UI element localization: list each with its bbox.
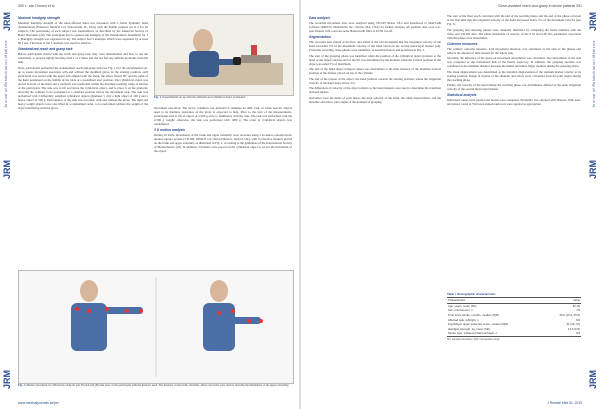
table-cell: Age, years, mean (SD) — [448, 303, 477, 308]
left-jrm-label-top: JRM — [2, 12, 12, 32]
right-running-head: Glove-assisted reach-and-grasp in stroke patients 391 — [497, 4, 582, 8]
table-row — [447, 331, 581, 336]
figure-2-illustration — [19, 271, 293, 383]
table-cell: 62 (9) — [572, 303, 580, 308]
table-cell: 9/3 — [576, 331, 580, 336]
right-column-1 — [309, 14, 441, 394]
paragraph: The trunk displacement was determined as the maximal displacement of the sternum marker relative to its starting position. Range of motion of the shoulder and elbow were calculated from the joint angles during the reaching phase. — [447, 69, 581, 82]
table-note: SD: standard deviation; IQR: interquartile range. — [447, 337, 501, 341]
paragraph: movement execution. The heavy condition was included to simulate an ADL task, as when heavier objects need to be handled, assistance of the glove is expected to help. Prior to the start of the measurements, participants had to lift an object of 2,500 g once to familiarize with the task. The task was performed with the 2,500 g weight; otherwise, the task was performed with 1000 g. The order of cylindrical objects was randomized. — [154, 106, 292, 127]
section-heading: Outcome measures — [447, 41, 478, 46]
paragraph: The start of the final reach coincided with the end of the reaching phase and the end of the phase occurred at the first time that the tangential velocity of the hand decreased below 5% of the maximum velocity (see Fig. 3). — [447, 14, 581, 27]
paragraph: Secondly, the influence of the glove on movement smoothness was calculated. The smoothness of the task was computed as the normalized jerk of the hand's trajectory. In addition, the grasping aperture was calculated as the maximal distance between the thumb and index finger markers during the grasping phase. — [447, 56, 581, 69]
right-sidebar — [587, 0, 600, 409]
figure-1-label: Fig. 1. — [154, 95, 162, 99]
right-jrm-label-bottom: JRM — [588, 370, 598, 390]
right-jrm-label-top: JRM — [588, 12, 598, 32]
left-sidebar — [0, 0, 13, 409]
paragraph: Outcomes were the times of each phase, the peak velocity of the hand, the trunk displacement, and the shoulder and elbow joint angles at the moment of grasping. — [309, 95, 441, 104]
paragraph: Before participants started with the reach and grasp task, they were instrumented and how to use the sensibality, to prepare lightly and they tried 1 or 2 times and did not feel any definite problems with this task. — [18, 52, 148, 65]
table-cell: Fugl-Meyer upper extremity score, median (IQR) — [448, 322, 509, 327]
section-heading: Statistical analysis — [447, 93, 477, 98]
table-cell: Handgrip strength, kg, mean (SD) — [448, 326, 490, 331]
figure-2-marker-placement — [18, 270, 294, 384]
section-heading: Maximal handgrip strength — [18, 16, 61, 20]
table-cell: Time since stroke, months, median (IQR) — [448, 313, 499, 318]
table-title: Table I. Demographic characteristics — [447, 292, 496, 296]
table-cell: Affected side, left/right, n — [448, 317, 479, 322]
paragraph: The end of the hand-object transport phase was determined at the time instance of the maximal vertical position of the marker placed on top of the cylinder. — [309, 67, 441, 76]
table-grid — [447, 297, 581, 337]
left-running-head: 390 L. van Drunen et al. — [18, 4, 56, 8]
table-header-cell: Characteristic — [448, 298, 466, 303]
table-cell: 41 (32–47) — [566, 322, 580, 327]
table-header-cell: Value — [573, 298, 580, 303]
figure-1-photo — [154, 14, 294, 96]
table-cell: Stroke type, ischaemic/haemorrhagic, n — [448, 331, 498, 336]
paragraph: Next, participants performed the standardized reach-and-grasp task (see Fig. 1) for the experimental set-up to assess movement execution with and without the modified glove. In the starting position, each participant was seated with the upper arm aligned with the trunk, the elbow flexed 90° and the palm of the hand positioned on the middle of the table at a predefined start position. The cylindrical object was placed in front of the hand and a platform was positioned within the maximal reaching range of motion of the participant. The task was to lift and move the cylindrical object, and to place it on the platform, allowing the cylinder to be positioned at a standard position before the movement task. The task was performed with 2 differently weighted cylindrical objects (diameter 5 cm): a light object of 100 g and a heavy object of 500 g. Performance of the task was recorded, with and without the glove. The light and heavy weight objects were also lifted in a randomized order, to be performed without the weight of the object interfering with the glove. — [18, 65, 148, 111]
paragraph: Maximal handgrip strength of the most-affected hand was measured with a Jamar hydraulic hand dynamometer (Patterson Medical Ltd, Warrenville, IL, USA) with the handle position set at 2 for all subjects. The positioning of each subject was standardized, as described by the American Society of Hand Therapists (22). The participant had to squeeze the handgrip of the dynamometer maximally for 3 s. Handgrip strength was expressed in kg. The subject had 3 attempts, which were separated by at least 60 s rest. The mean of the 3 attempts was used for analysis. — [18, 21, 148, 46]
paragraph: Finally, the velocity of the hand during the reaching phase was determined, defined as the peak tangential velocity of the second metacarpal marker. — [447, 83, 581, 92]
paragraph: The primary outcome measure, total movement duration, was calculated as the sum of the phases and reflects the amount of time needed for the whole task. — [447, 46, 581, 55]
left-column-1 — [18, 14, 148, 264]
right-page — [301, 0, 600, 409]
paragraph: The recorded movement data were analysed using VICON Nexus 1.8.2 and transferred to MATLAB software (R2015b, MathWorks Inc., Natick, MA, USA) for further analysis. All position data were low-pass filtered with a second-order Butterworth filter at 20 Hz cut-off. — [309, 21, 441, 34]
table-cell: Sex, men/women, n — [448, 308, 473, 313]
figure-1-illustration — [155, 15, 293, 95]
table-cell: 13.6 (6.5) — [568, 326, 580, 331]
paragraph: The recorded data started at the first, and ended at the last movement that the tangential velocity of the hand exceeded 5% of the maximum velocity of the hand based on the second metacarpal marker (24). From that recording, three phases were identified, as described below and presented in Fig. 3. — [309, 40, 441, 53]
table-cell: 6/6 — [576, 317, 580, 322]
paragraph: During all trials, movements of the trunk and upper extremity were recorded using a 6-camera optoelectronic motion-capture system (VICON, NEXUS 1.8, Oxford Metrics, Oxford, UK), with 9 reflective markers placed on the trunk and upper extremity as illustrated in Fig. 2, according to the guidelines of the International Society of Biomechanics (23). In addition, 3 markers were placed on the cylindrical object to record the movement of the object. — [154, 133, 292, 154]
paragraph: The differences in velocity of the object relative to the hand markers were used to determine the transition between phases. — [309, 86, 441, 95]
paragraph: The grasping and releasing phases were manually identified by comparing the frame numbers with the video and VICON data. The phase thresholds of velocity of the 0.10 and 0.05 m/s parameters associated with this phase were determined. — [447, 27, 581, 40]
table-cell: 7/5 — [576, 308, 580, 313]
right-jrm-label-mid: JRM — [588, 160, 598, 180]
left-jrm-label-mid: JRM — [2, 160, 12, 180]
section-heading: 3 D motion analysis — [154, 128, 185, 133]
left-footer-url[interactable]: www.medicaljournals.se/jrm — [18, 401, 59, 405]
paragraph: The end of the release of the object, the hand position towards the starting position, where the tangential velocity of the hand drops below 5%. — [309, 76, 441, 85]
figure-2-caption-text: Marker placement for 3D motion analysis. (A) Frontal and (B) side view of the participant with the markers used. The markers on the trunk, shoulder, elbow and wrist were used to describe the kinematics of the upper extremity. — [26, 383, 290, 387]
left-jrm-label-bottom: JRM — [2, 370, 12, 390]
section-heading: Standardized reach and grasp task — [18, 47, 73, 52]
right-footer-citation: J Rehabil Med 51, 2019 — [547, 401, 582, 405]
figure-1-caption-text: Experimental set-up with the platform and cylindrical object positioned. — [162, 95, 246, 99]
right-column-2 — [447, 14, 581, 284]
section-heading: Segmentation — [309, 35, 331, 40]
table-cell: 26.0 (10.3–76.5) — [559, 313, 580, 318]
figure-1-caption — [154, 96, 292, 100]
left-journal-strip: Journal of Rehabilitation Medicine — [4, 40, 8, 108]
left-column-2 — [154, 106, 292, 266]
table-1 — [447, 292, 581, 341]
left-page — [0, 0, 299, 409]
figure-2-label: Fig. 2. — [18, 383, 26, 387]
figure-2-caption — [18, 384, 292, 388]
section-heading: Data analysis — [309, 16, 331, 20]
paragraph: Individual values were plotted and means were computed. Normality was checked with Shapiro–Wilk tests, and paired t-tests or Wilcoxon signed-rank tests were applied as appropriate. — [447, 98, 581, 107]
right-journal-strip: Journal of Rehabilitation Medicine — [592, 40, 596, 108]
paragraph: The start of the grasping phase was identified when the position of the cylindrical object (relative to the hand or the object) and the end of the lift was determined by the moment when the vertical position of the object exceeded 5% of maximum. — [309, 53, 441, 66]
